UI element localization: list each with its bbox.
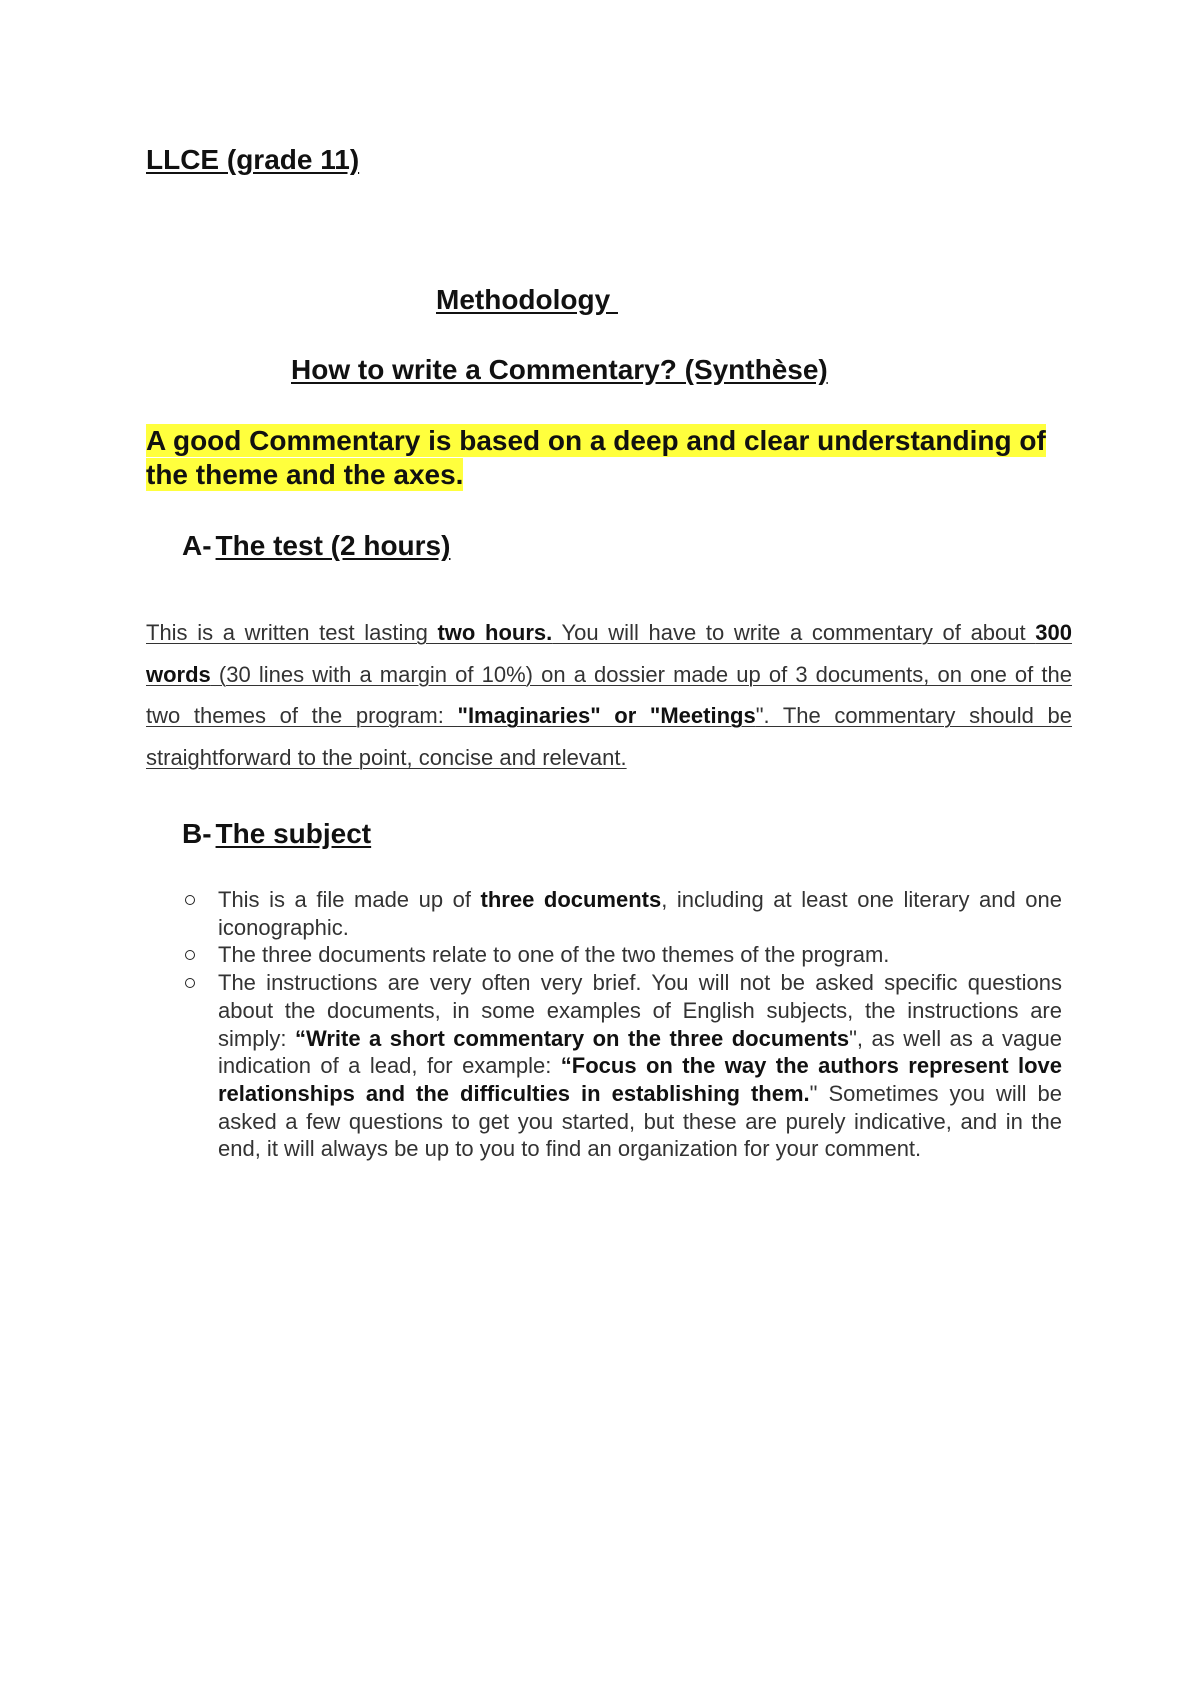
list-item [182,886,1062,941]
list-item [182,969,1062,1163]
bullet-1-bold-1: three documents [480,887,662,912]
section-a-title: The test (2 hours) [215,530,451,561]
list-item [182,941,1062,969]
hollow-circle-bullet-icon [185,950,195,960]
methodology-heading: Methodology [436,284,618,315]
bullet-1-text-1: This is a file made up of [218,887,481,912]
hollow-circle-bullet-icon [185,895,195,905]
hollow-circle-bullet-icon [185,978,195,988]
section-b-letter: B- [182,818,212,849]
bullet-3-text-3: " Sometimes you will be asked a few questions to get you started, but these are purely indicative, and in the end, it will always be up to you to find an organization for your comment. [218,1080,1062,1162]
bullet-1-text-2: , including at least one literary and one iconographic. [218,887,1062,940]
highlight-text: A good Commentary is based on a deep and clear understanding of the theme and the axes. [146,425,1046,490]
section-a-paragraph [146,612,1072,778]
para-a-bold-3: "Imaginaries" or "Meetings [457,703,756,728]
course-grade-title: LLCE (grade 11) [146,144,360,175]
bullet-3-text-2: ", as well as a vague indication of a lead, for example: [218,1025,1063,1079]
bullet-3-bold-1: “Write a short commentary on the three documents [294,1025,850,1051]
para-a-text-4: ". The commentary should be straightforward to the point, concise and relevant. [146,703,1072,770]
commentary-heading: How to write a Commentary? (Synthèse) [291,354,828,385]
bullet-3-text-1: The instructions are very often very brief. You will not be asked specific questions about the documents, in some examples of English subjects, the instructions are simply: [218,970,1062,1051]
section-a-heading [182,530,450,562]
section-b-title: The subject [215,818,372,849]
section-b-heading [182,818,371,850]
para-a-text-2: You will have to write a commentary of about [552,620,1036,645]
para-a-bold-2: 300 words [146,620,1072,687]
highlighted-key-statement [146,424,1066,492]
para-a-bold-1: two hours. [437,620,553,645]
bullet-2-text-1: The three documents relate to one of the two themes of the program. [218,942,890,968]
para-a-text-3: (30 lines with a margin of 10%) on a dossier made up of 3 documents, on one of the two themes of the program: [146,661,1072,728]
para-a-text-1: This is a written test lasting [146,620,438,645]
section-a-letter: A- [182,530,212,561]
section-b-bullet-list [182,886,1062,1163]
bullet-3-bold-2: “Focus on the way the authors represent love relationships and the difficulties in establishing them. [218,1053,1063,1106]
